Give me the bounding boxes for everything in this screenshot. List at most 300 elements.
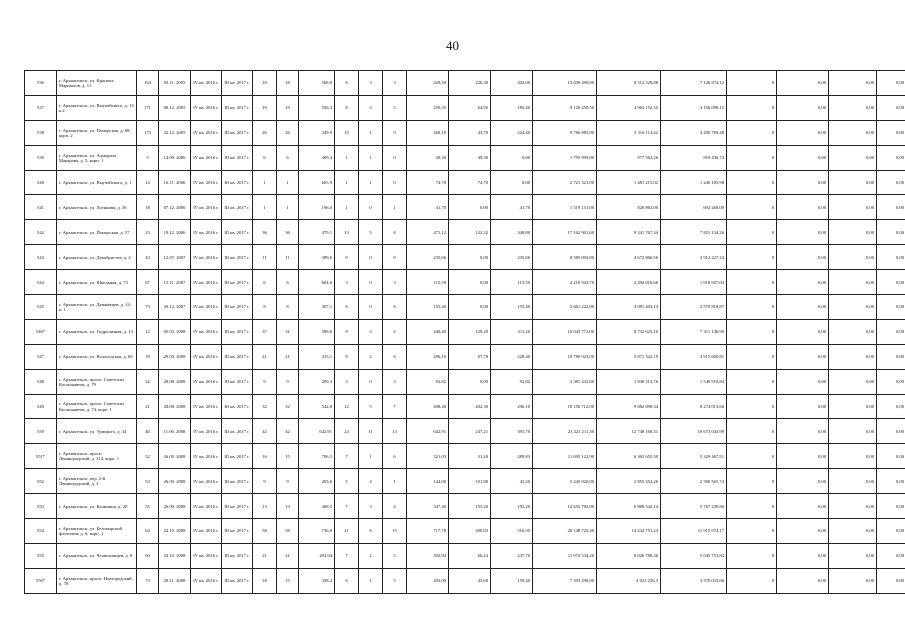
cell-c7: 37 <box>253 319 277 344</box>
cell-n: 538 <box>25 120 57 145</box>
cell-c7: 19 <box>253 95 277 120</box>
cell-c11: 1 <box>359 120 383 145</box>
cell-c18: 1 540 918,84 <box>661 369 727 394</box>
cell-c15: 289,83 <box>491 444 533 469</box>
cell-c8: 11 <box>277 245 299 270</box>
cell-c11: 1 <box>359 145 383 170</box>
cell-c18: 1 240 105,98 <box>661 170 727 195</box>
cell-c15: 235,66 <box>491 245 533 270</box>
cell-c22: 0,00 <box>877 145 905 170</box>
cell-c22: 0,00 <box>877 543 905 568</box>
cell-c14: 122,32 <box>449 220 491 245</box>
cell-c3: 67 <box>137 270 159 295</box>
cell-c14: 226,30 <box>449 71 491 96</box>
cell-c6: III кв. 2017 г. <box>222 344 253 369</box>
cell-c17: 12 748 168,31 <box>597 419 661 444</box>
cell-c20: 0,00 <box>777 568 829 593</box>
cell-n: 554 <box>25 519 57 544</box>
cell-c16: 8 585 093,80 <box>533 245 597 270</box>
cell-c15: 159,40 <box>491 568 533 593</box>
cell-c14: 66,24 <box>449 543 491 568</box>
cell-c7: 21 <box>253 543 277 568</box>
cell-c12: 9 <box>383 120 407 145</box>
cell-c15: 42,20 <box>491 469 533 494</box>
housing-register-table <box>24 70 905 594</box>
cell-c20: 0,00 <box>777 95 829 120</box>
cell-c12: 6 <box>383 444 407 469</box>
cell-c5: IV кв. 2016 г. <box>191 220 222 245</box>
cell-c19: 0 <box>727 543 777 568</box>
cell-c11: 1 <box>359 444 383 469</box>
cell-c16: 17 162 901,60 <box>533 220 597 245</box>
cell-c9: 203,94 <box>299 543 335 568</box>
cell-c11: 6 <box>359 519 383 544</box>
cell-c13: 303,94 <box>407 543 449 568</box>
cell-c3: 22 <box>137 369 159 394</box>
cell-c20: 0,00 <box>777 270 829 295</box>
cell-c20: 0,00 <box>777 444 829 469</box>
cell-c10: 1 <box>335 170 359 195</box>
cell-c4: 07.12. 2006 <box>159 195 191 220</box>
table-row <box>25 319 905 344</box>
cell-c9: 209,3 <box>299 369 335 394</box>
cell-c7: 42 <box>253 419 277 444</box>
cell-c14: 31,20 <box>449 444 491 469</box>
cell-c14: 247,21 <box>449 419 491 444</box>
cell-c8: 42 <box>277 419 299 444</box>
cell-c10: 24 <box>335 419 359 444</box>
cell-c8: 8 <box>277 295 299 320</box>
cell-c15: 0,00 <box>491 170 533 195</box>
cell-c3: 12 <box>137 319 159 344</box>
cell-c21: 0,00 <box>829 568 877 593</box>
cell-c11: 0 <box>359 295 383 320</box>
cell-c12: 6 <box>383 344 407 369</box>
cell-c8: 15 <box>277 568 299 593</box>
cell-c15: 228,40 <box>491 344 533 369</box>
cell-c16: 23 421 211,30 <box>533 419 597 444</box>
cell-c21: 0,00 <box>829 295 877 320</box>
cell-c8: 36 <box>277 220 299 245</box>
cell-c11: 3 <box>359 71 383 96</box>
cell-c13: 250,35 <box>407 95 449 120</box>
cell-c17: 5 316 114,42 <box>597 120 661 145</box>
cell-n: 555 <box>25 543 57 568</box>
cell-c20: 0,00 <box>777 170 829 195</box>
cell-c22: 0,00 <box>877 568 905 593</box>
cell-c16: 5 245 920,00 <box>533 469 597 494</box>
table-row <box>25 220 905 245</box>
cell-c8: 21 <box>277 344 299 369</box>
table-row <box>25 270 905 295</box>
cell-address: г. Архангельск, ул. Урицкого, д. 34 <box>57 419 137 444</box>
cell-c5: IV кв. 2016 г. <box>191 494 222 519</box>
cell-c13: 74,70 <box>407 170 449 195</box>
cell-c12: 3 <box>383 71 407 96</box>
cell-c17: 4 672 866,56 <box>597 245 661 270</box>
cell-c3: 23 <box>137 220 159 245</box>
cell-n: 551* <box>25 444 57 469</box>
cell-c3: 55 <box>137 494 159 519</box>
cell-c17: 4 964 152,35 <box>597 95 661 120</box>
table-row <box>25 344 905 369</box>
cell-c15: 348,80 <box>491 220 533 245</box>
cell-c19: 0 <box>727 369 777 394</box>
cell-c8: 13 <box>277 494 299 519</box>
cell-c5: IV кв. 2016 г. <box>191 145 222 170</box>
cell-c4: 03.11. 2005 <box>159 71 191 96</box>
cell-c11: 5 <box>359 220 383 245</box>
cell-c14: 43,70 <box>449 120 491 145</box>
cell-c12: 6 <box>383 295 407 320</box>
cell-c7: 58 <box>253 519 277 544</box>
cell-c22: 0,00 <box>877 295 905 320</box>
cell-c6: III кв. 2017 г. <box>222 245 253 270</box>
cell-c22: 0,00 <box>877 195 905 220</box>
cell-c20: 0,00 <box>777 394 829 419</box>
cell-c13: 429,50 <box>407 71 449 96</box>
cell-c15: 395,70 <box>491 419 533 444</box>
cell-c9: 415,1 <box>299 344 335 369</box>
cell-c3: 64 <box>137 519 159 544</box>
cell-c6: III кв. 2017 г. <box>222 319 253 344</box>
cell-c9: 568,8 <box>299 71 335 96</box>
cell-c22: 0,00 <box>877 71 905 96</box>
cell-c5: IV кв. 2016 г. <box>191 394 222 419</box>
cell-c13: 41,70 <box>407 195 449 220</box>
cell-c17: 826 863,00 <box>597 195 661 220</box>
cell-c15: 185,40 <box>491 95 533 120</box>
cell-c10: 7 <box>335 444 359 469</box>
cell-c3: 164 <box>137 71 159 96</box>
cell-c20: 0,00 <box>777 245 829 270</box>
table-row <box>25 295 905 320</box>
cell-c21: 0,00 <box>829 195 877 220</box>
cell-c16: 7 393 290,00 <box>533 568 597 593</box>
cell-c19: 0 <box>727 519 777 544</box>
table-row <box>25 120 905 145</box>
cell-c10: 8 <box>335 344 359 369</box>
cell-c10: 21 <box>335 519 359 544</box>
cell-c12: 1 <box>383 195 407 220</box>
cell-c13: 642,91 <box>407 419 449 444</box>
cell-address: г. Архангельск, ул. Поморская, д. 57 <box>57 220 137 245</box>
cell-c13: 296,10 <box>407 344 449 369</box>
cell-c19: 0 <box>727 295 777 320</box>
cell-c11: 0 <box>359 270 383 295</box>
cell-c16: 11 072 534,20 <box>533 543 597 568</box>
cell-c21: 0,00 <box>829 71 877 96</box>
cell-c7: 21 <box>253 344 277 369</box>
cell-c16: 1 795 999,00 <box>533 145 597 170</box>
cell-c18: 5 767 239,86 <box>661 494 727 519</box>
cell-c17: 2 855 354,26 <box>597 469 661 494</box>
cell-c17: 977 562,26 <box>597 145 661 170</box>
cell-c22: 0,00 <box>877 469 905 494</box>
cell-address: г. Архангельск, ул. Гидролизная, д. 13 <box>57 319 137 344</box>
cell-c10: 13 <box>335 220 359 245</box>
cell-c7: 1 <box>253 195 277 220</box>
cell-c16: 15 639 490,00 <box>533 71 597 96</box>
cell-c22: 0,00 <box>877 95 905 120</box>
cell-c21: 0,00 <box>829 170 877 195</box>
cell-c9: 409,4 <box>299 145 335 170</box>
cell-c17: 3 081 403,13 <box>597 295 661 320</box>
cell-c13: 321,03 <box>407 444 449 469</box>
cell-c20: 0,00 <box>777 543 829 568</box>
cell-c8: 21 <box>277 543 299 568</box>
cell-c16: 9 766 883,90 <box>533 120 597 145</box>
cell-c5: IV кв. 2016 г. <box>191 319 222 344</box>
cell-c14: 202,30 <box>449 394 491 419</box>
cell-c7: 9 <box>253 469 277 494</box>
cell-c17: 4 025 256,3 <box>597 568 661 593</box>
cell-address: г. Архангельск, ул. Красных Маршалов, д. 11 <box>57 71 137 96</box>
cell-c9: 408,5 <box>299 494 335 519</box>
cell-c18: 2 390 565,74 <box>661 469 727 494</box>
cell-c7: 9 <box>253 369 277 394</box>
cell-c8: 15 <box>277 444 299 469</box>
cell-c16: 26 148 725,40 <box>533 519 597 544</box>
cell-c8: 32 <box>277 394 299 419</box>
cell-address: г. Архангельск, просп. Новгородский, д. 78 <box>57 568 137 593</box>
cell-c12: 0 <box>383 170 407 195</box>
cell-c9: 604,6 <box>299 270 335 295</box>
cell-c3: 21 <box>137 394 159 419</box>
table-row <box>25 543 905 568</box>
cell-c21: 0,00 <box>829 444 877 469</box>
cell-c18: 1 918 927,04 <box>661 270 727 295</box>
cell-c18: 5 329 467,51 <box>661 444 727 469</box>
cell-c9: 389,6 <box>299 245 335 270</box>
cell-c11: 0 <box>359 245 383 270</box>
cell-c6: III кв. 2017 г. <box>222 519 253 544</box>
cell-c7: 26 <box>253 120 277 145</box>
cell-c9: 588,6 <box>299 319 335 344</box>
cell-c14: 0,00 <box>449 195 491 220</box>
cell-c19: 0 <box>727 95 777 120</box>
cell-c6: III кв. 2017 г. <box>222 270 253 295</box>
cell-c21: 0,00 <box>829 494 877 519</box>
cell-c17: 6 026 780,36 <box>597 543 661 568</box>
cell-c9: 556,3 <box>299 95 335 120</box>
cell-address: г. Архангельск, ул. Логинова, д. 36 <box>57 195 137 220</box>
cell-c19: 0 <box>727 270 777 295</box>
cell-c5: IV кв. 2016 г. <box>191 120 222 145</box>
cell-c14: 64,95 <box>449 95 491 120</box>
cell-c11: 3 <box>359 319 383 344</box>
cell-c5: IV кв. 2016 г. <box>191 95 222 120</box>
cell-c21: 0,00 <box>829 245 877 270</box>
cell-c4: 28.08. 2008 <box>159 394 191 419</box>
cell-c11: 11 <box>359 419 383 444</box>
cell-c18: 8 274 013,66 <box>661 394 727 419</box>
cell-c22: 0,00 <box>877 220 905 245</box>
cell-c7: 36 <box>253 220 277 245</box>
cell-c3: 5 <box>137 145 159 170</box>
cell-c21: 0,00 <box>829 220 877 245</box>
cell-c9: 307,1 <box>299 295 335 320</box>
cell-n: 556* <box>25 568 57 593</box>
cell-c10: 3 <box>335 270 359 295</box>
cell-c21: 0,00 <box>829 145 877 170</box>
cell-c7: 16 <box>253 444 277 469</box>
cell-c8: 9 <box>277 369 299 394</box>
cell-c10: 5 <box>335 469 359 494</box>
cell-c13: 268,10 <box>407 120 449 145</box>
cell-c3: 52 <box>137 444 159 469</box>
cell-c7: 18 <box>253 568 277 593</box>
cell-n: 536 <box>25 71 57 96</box>
cell-c4: 19.12. 2006 <box>159 220 191 245</box>
cell-c15: 0,00 <box>491 145 533 170</box>
cell-c3: 60 <box>137 543 159 568</box>
cell-c17: 1 481 215,02 <box>597 170 661 195</box>
table-row <box>25 494 905 519</box>
cell-c10: 7 <box>335 494 359 519</box>
cell-c18: 7 126 874,12 <box>661 71 727 96</box>
cell-c20: 0,00 <box>777 120 829 145</box>
cell-c19: 0 <box>727 394 777 419</box>
table-row <box>25 95 905 120</box>
cell-c12: 3 <box>383 270 407 295</box>
cell-c11: 0 <box>359 369 383 394</box>
cell-c4: 28.11. 2008 <box>159 568 191 593</box>
cell-c21: 0,00 <box>829 369 877 394</box>
cell-c15: 41,70 <box>491 195 533 220</box>
cell-c15: 224,40 <box>491 120 533 145</box>
cell-c13: 498,40 <box>407 394 449 419</box>
cell-address: г. Архангельск, ул. Поморская, д. 68, корп. 2 <box>57 120 137 145</box>
cell-c17: 8 732 625,10 <box>597 319 661 344</box>
cell-address: г. Архангельск, ул. Челюскинцев, д. 8 <box>57 543 137 568</box>
cell-c4: 24.10. 2008 <box>159 543 191 568</box>
cell-c18: 4 915 600,81 <box>661 344 727 369</box>
cell-c9: 706,5 <box>299 444 335 469</box>
cell-c12: 1 <box>383 469 407 494</box>
cell-c21: 0,00 <box>829 469 877 494</box>
table-row <box>25 444 905 469</box>
cell-c6: III кв. 2017 г. <box>222 95 253 120</box>
cell-c12: 8 <box>383 220 407 245</box>
cell-address: г. Архангельск, ул. Калинина, д. 20 <box>57 494 137 519</box>
cell-c20: 0,00 <box>777 319 829 344</box>
table-row <box>25 519 905 544</box>
cell-c16: 18 156 712,00 <box>533 394 597 419</box>
cell-c17: 9 341 767,34 <box>597 220 661 245</box>
cell-c19: 0 <box>727 195 777 220</box>
cell-c8: 31 <box>277 319 299 344</box>
cell-c16: 10 786 923,00 <box>533 344 597 369</box>
cell-c19: 0 <box>727 145 777 170</box>
cell-c4: 26.09. 2008 <box>159 494 191 519</box>
cell-n: 541 <box>25 195 57 220</box>
cell-c6: III кв. 2017 г. <box>222 394 253 419</box>
cell-n: 537 <box>25 95 57 120</box>
cell-address: г. Архангельск, просп. Советских Космонавтов, д. 79 <box>57 369 137 394</box>
cell-c12: 13 <box>383 419 407 444</box>
cell-n: 539 <box>25 145 57 170</box>
cell-c6: III кв. 2017 г. <box>222 419 253 444</box>
cell-c4: 26.09. 2008 <box>159 444 191 469</box>
cell-c6: III кв. 2017 г. <box>222 444 253 469</box>
cell-c11: 0 <box>359 195 383 220</box>
cell-c18: 4 450 769,48 <box>661 120 727 145</box>
cell-c13: 347,40 <box>407 494 449 519</box>
cell-c5: IV кв. 2016 г. <box>191 369 222 394</box>
cell-c14: 155,20 <box>449 494 491 519</box>
cell-c13: 49,30 <box>407 145 449 170</box>
cell-c20: 0,00 <box>777 419 829 444</box>
cell-c3: 173 <box>137 120 159 145</box>
cell-c11: 1 <box>359 170 383 195</box>
cell-c18: 5 045 753,84 <box>661 543 727 568</box>
cell-c16: 4 210 943,70 <box>533 270 597 295</box>
cell-c5: IV кв. 2016 г. <box>191 270 222 295</box>
cell-c4: 20.12. 2007 <box>159 295 191 320</box>
cell-address: г. Архангельск, ул. Адмирала Макарова, д. 5, корп. 1 <box>57 145 137 170</box>
table-row <box>25 394 905 419</box>
cell-c19: 0 <box>727 444 777 469</box>
cell-c8: 26 <box>277 120 299 145</box>
cell-c6: III кв. 2017 г. <box>222 469 253 494</box>
cell-c10: 10 <box>335 120 359 145</box>
cell-c22: 0,00 <box>877 444 905 469</box>
cell-c4: 24.10. 2008 <box>159 519 191 544</box>
cell-c15: 192,20 <box>491 494 533 519</box>
cell-c15: 296,10 <box>491 394 533 419</box>
cell-c20: 0,00 <box>777 469 829 494</box>
cell-c12: 5 <box>383 95 407 120</box>
cell-c16: 5 661 222,00 <box>533 295 597 320</box>
cell-c7: 8 <box>253 295 277 320</box>
cell-c16: 1 519 131,00 <box>533 195 597 220</box>
cell-c5: IV кв. 2016 г. <box>191 295 222 320</box>
cell-c17: 5 871 322,19 <box>597 344 661 369</box>
cell-c5: IV кв. 2016 г. <box>191 568 222 593</box>
cell-c19: 0 <box>727 568 777 593</box>
cell-c8: 1 <box>277 195 299 220</box>
cell-c4: 22.12. 2005 <box>159 120 191 145</box>
cell-c8: 1 <box>277 170 299 195</box>
cell-c13: 717,78 <box>407 519 449 544</box>
cell-c18: 692 268,00 <box>661 195 727 220</box>
cell-c11: 2 <box>359 543 383 568</box>
cell-address: г. Архангельск, ул. Выучейского, д. 13 к.2 <box>57 95 137 120</box>
cell-c12: 15 <box>383 519 407 544</box>
cell-n: 552 <box>25 469 57 494</box>
cell-n: 545 <box>25 295 57 320</box>
cell-address: г. Архангельск, просп. Советских Космонавтов, д. 74, корп. 1 <box>57 394 137 419</box>
cell-c6: III кв. 2017 г. <box>222 543 253 568</box>
cell-c3: 19 <box>137 344 159 369</box>
cell-c11: 4 <box>359 469 383 494</box>
cell-address: г. Архангельск, ул. Выучейского, д. 1 <box>57 170 137 195</box>
cell-c14: 0,00 <box>449 295 491 320</box>
cell-c22: 0,00 <box>877 394 905 419</box>
cell-c11: 1 <box>359 568 383 593</box>
cell-c21: 0,00 <box>829 394 877 419</box>
cell-c10: 3 <box>335 369 359 394</box>
cell-c14: 49,30 <box>449 145 491 170</box>
cell-c20: 0,00 <box>777 344 829 369</box>
cell-c16: 12 655 782,00 <box>533 494 597 519</box>
cell-c18: 4 156 098,15 <box>661 95 727 120</box>
cell-c12: 5 <box>383 543 407 568</box>
cell-c8: 6 <box>277 270 299 295</box>
cell-c20: 0,00 <box>777 369 829 394</box>
cell-c9: 542,8 <box>299 394 335 419</box>
